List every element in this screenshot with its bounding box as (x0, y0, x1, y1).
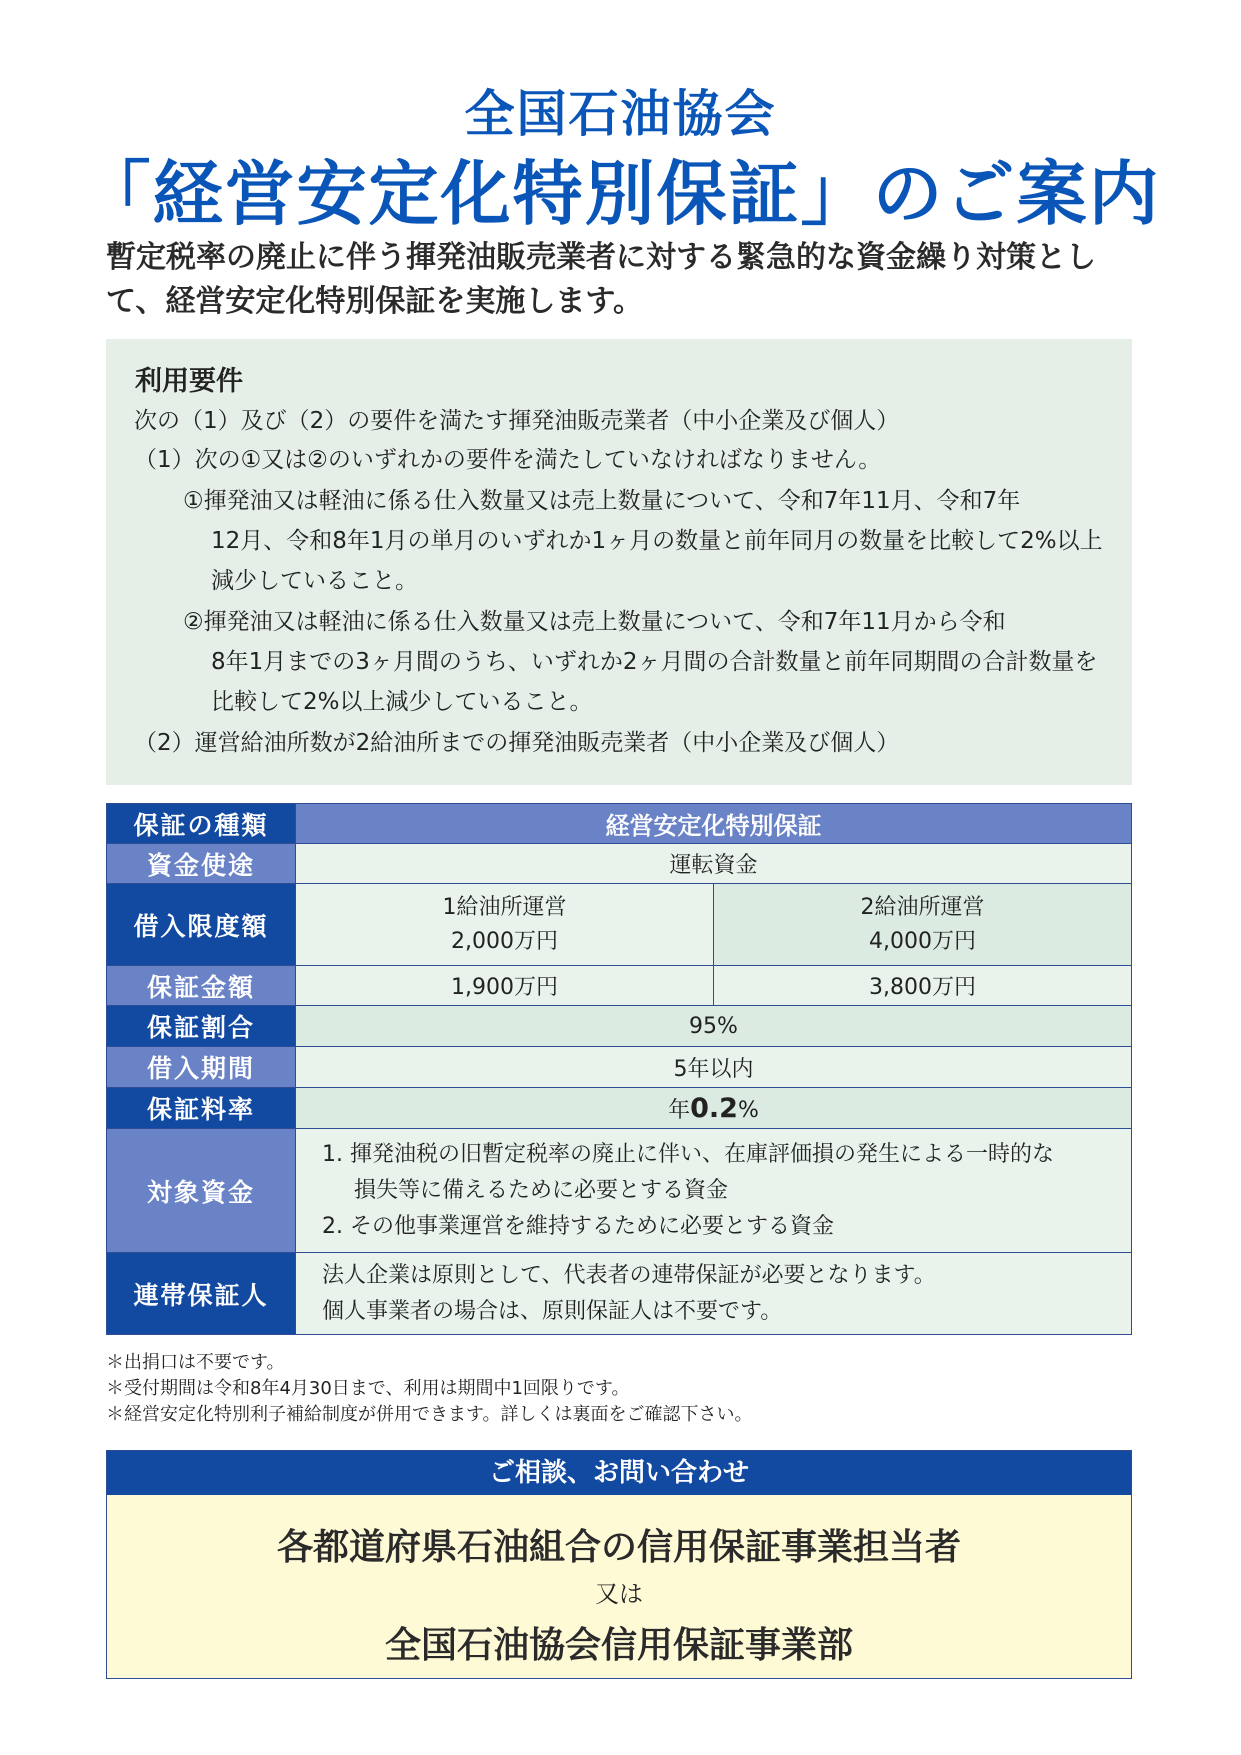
lead-text: 暫定税率の廃止に伴う揮発油販売業者に対する緊急的な資金繰り対策として、経営安定化特別保証を実施します。 (106, 240, 1096, 319)
fee-value (296, 1088, 1132, 1129)
page-title: 「経営安定化特別保証」のご案内 (80, 153, 1161, 235)
requirement-sub-1 (183, 481, 1113, 601)
guarantee-amount-col1: 1,900万円 (296, 966, 714, 1006)
joint-guarantor-line-1: 法人企業は原則として、代表者の連帯保証が必要となります。 (322, 1262, 936, 1288)
note-item: ＊受付期間は令和8年4月30日まで、利用は期間中1回限りです。 (106, 1378, 630, 1399)
period-value: 5年以内 (296, 1047, 1132, 1088)
target-label: 対象資金 (107, 1129, 296, 1253)
table-row (107, 1047, 1132, 1088)
contact-line-1: 各都道府県石油組合の信用保証事業担当者 (276, 1527, 961, 1568)
contact-or: 又は (595, 1580, 643, 1608)
type-label: 保証の種類 (107, 804, 296, 844)
use-value: 運転資金 (296, 844, 1132, 884)
requirement-sub-1-first: ①揮発油又は軽油に係る仕入数量又は売上数量について、令和7年11月、令和7年 (183, 488, 1021, 514)
requirement-item-1: （1）次の①又は②のいずれかの要件を満たしていなければなりません。 (134, 447, 882, 473)
contact-box (106, 1450, 1132, 1679)
limit-col1 (296, 884, 714, 966)
target-item-2: 2. その他事業運営を維持するために必要とする資金 (322, 1213, 834, 1239)
contact-heading: ご相談、お問い合わせ (107, 1451, 1131, 1495)
requirement-item-2: （2）運営給油所数が2給油所までの揮発油販売業者（中小企業及び個人） (134, 730, 900, 756)
joint-guarantor-value (296, 1253, 1132, 1335)
ratio-label: 保証割合 (107, 1006, 296, 1047)
requirements-heading: 利用要件 (135, 366, 243, 397)
table-row (107, 1253, 1132, 1335)
table-row (107, 844, 1132, 884)
fee-prefix: 年 (668, 1097, 691, 1123)
limit-col1-name: 1給油所運営 (442, 894, 567, 920)
requirement-sub-2-rest: 8年1月までの3ヶ月間のうち、いずれか2ヶ月間の合計数量と前年同期間の合計数量を比較して2%以上減少していること。 (211, 649, 1098, 715)
org-title: 全国石油協会 (464, 85, 777, 143)
target-item-1a: 1. 揮発油税の旧暫定税率の廃止に伴い、在庫評価損の発生による一時的な (322, 1141, 1054, 1167)
type-value: 経営安定化特別保証 (296, 804, 1132, 844)
table-row (107, 884, 1132, 966)
use-label: 資金使途 (107, 844, 296, 884)
note-item: ＊出捐口は不要です。 (106, 1352, 285, 1373)
limit-col2-amount: 4,000万円 (869, 928, 976, 954)
table-row (107, 1088, 1132, 1129)
guarantee-table (106, 803, 1132, 1335)
notes (106, 1350, 753, 1428)
table-row (107, 804, 1132, 844)
requirements-intro: 次の（1）及び（2）の要件を満たす揮発油販売業者（中小企業及び個人） (134, 408, 900, 434)
limit-col2 (714, 884, 1132, 966)
limit-label: 借入限度額 (107, 884, 296, 966)
joint-guarantor-label: 連帯保証人 (107, 1253, 296, 1335)
table-row (107, 1129, 1132, 1253)
requirements-box (106, 339, 1132, 785)
fee-label: 保証料率 (107, 1088, 296, 1129)
limit-col1-amount: 2,000万円 (451, 928, 558, 954)
target-item-1b: 損失等に備えるために必要とする資金 (354, 1177, 729, 1203)
requirement-sub-2 (183, 602, 1113, 722)
guarantee-amount-label: 保証金額 (107, 966, 296, 1006)
table-row (107, 966, 1132, 1006)
requirement-sub-1-rest: 12月、令和8年1月の単月のいずれか1ヶ月の数量と前年同月の数量を比較して2%以上減少していること。 (211, 528, 1103, 594)
guarantee-amount-col2: 3,800万円 (714, 966, 1132, 1006)
limit-col2-name: 2給油所運営 (860, 894, 985, 920)
ratio-value: 95% (296, 1006, 1132, 1047)
joint-guarantor-line-2: 個人事業者の場合は、原則保証人は不要です。 (322, 1298, 783, 1324)
table-row (107, 1006, 1132, 1047)
fee-number: 0.2 (690, 1092, 738, 1124)
period-label: 借入期間 (107, 1047, 296, 1088)
fee-suffix: % (737, 1097, 759, 1123)
target-value (296, 1129, 1132, 1253)
note-item: ＊経営安定化特別利子補給制度が併用できます。詳しくは裏面をご確認下さい。 (106, 1404, 753, 1425)
requirement-sub-2-first: ②揮発油又は軽油に係る仕入数量又は売上数量について、令和7年11月から令和 (183, 609, 1006, 635)
contact-line-2: 全国石油協会信用保証事業部 (384, 1625, 853, 1666)
